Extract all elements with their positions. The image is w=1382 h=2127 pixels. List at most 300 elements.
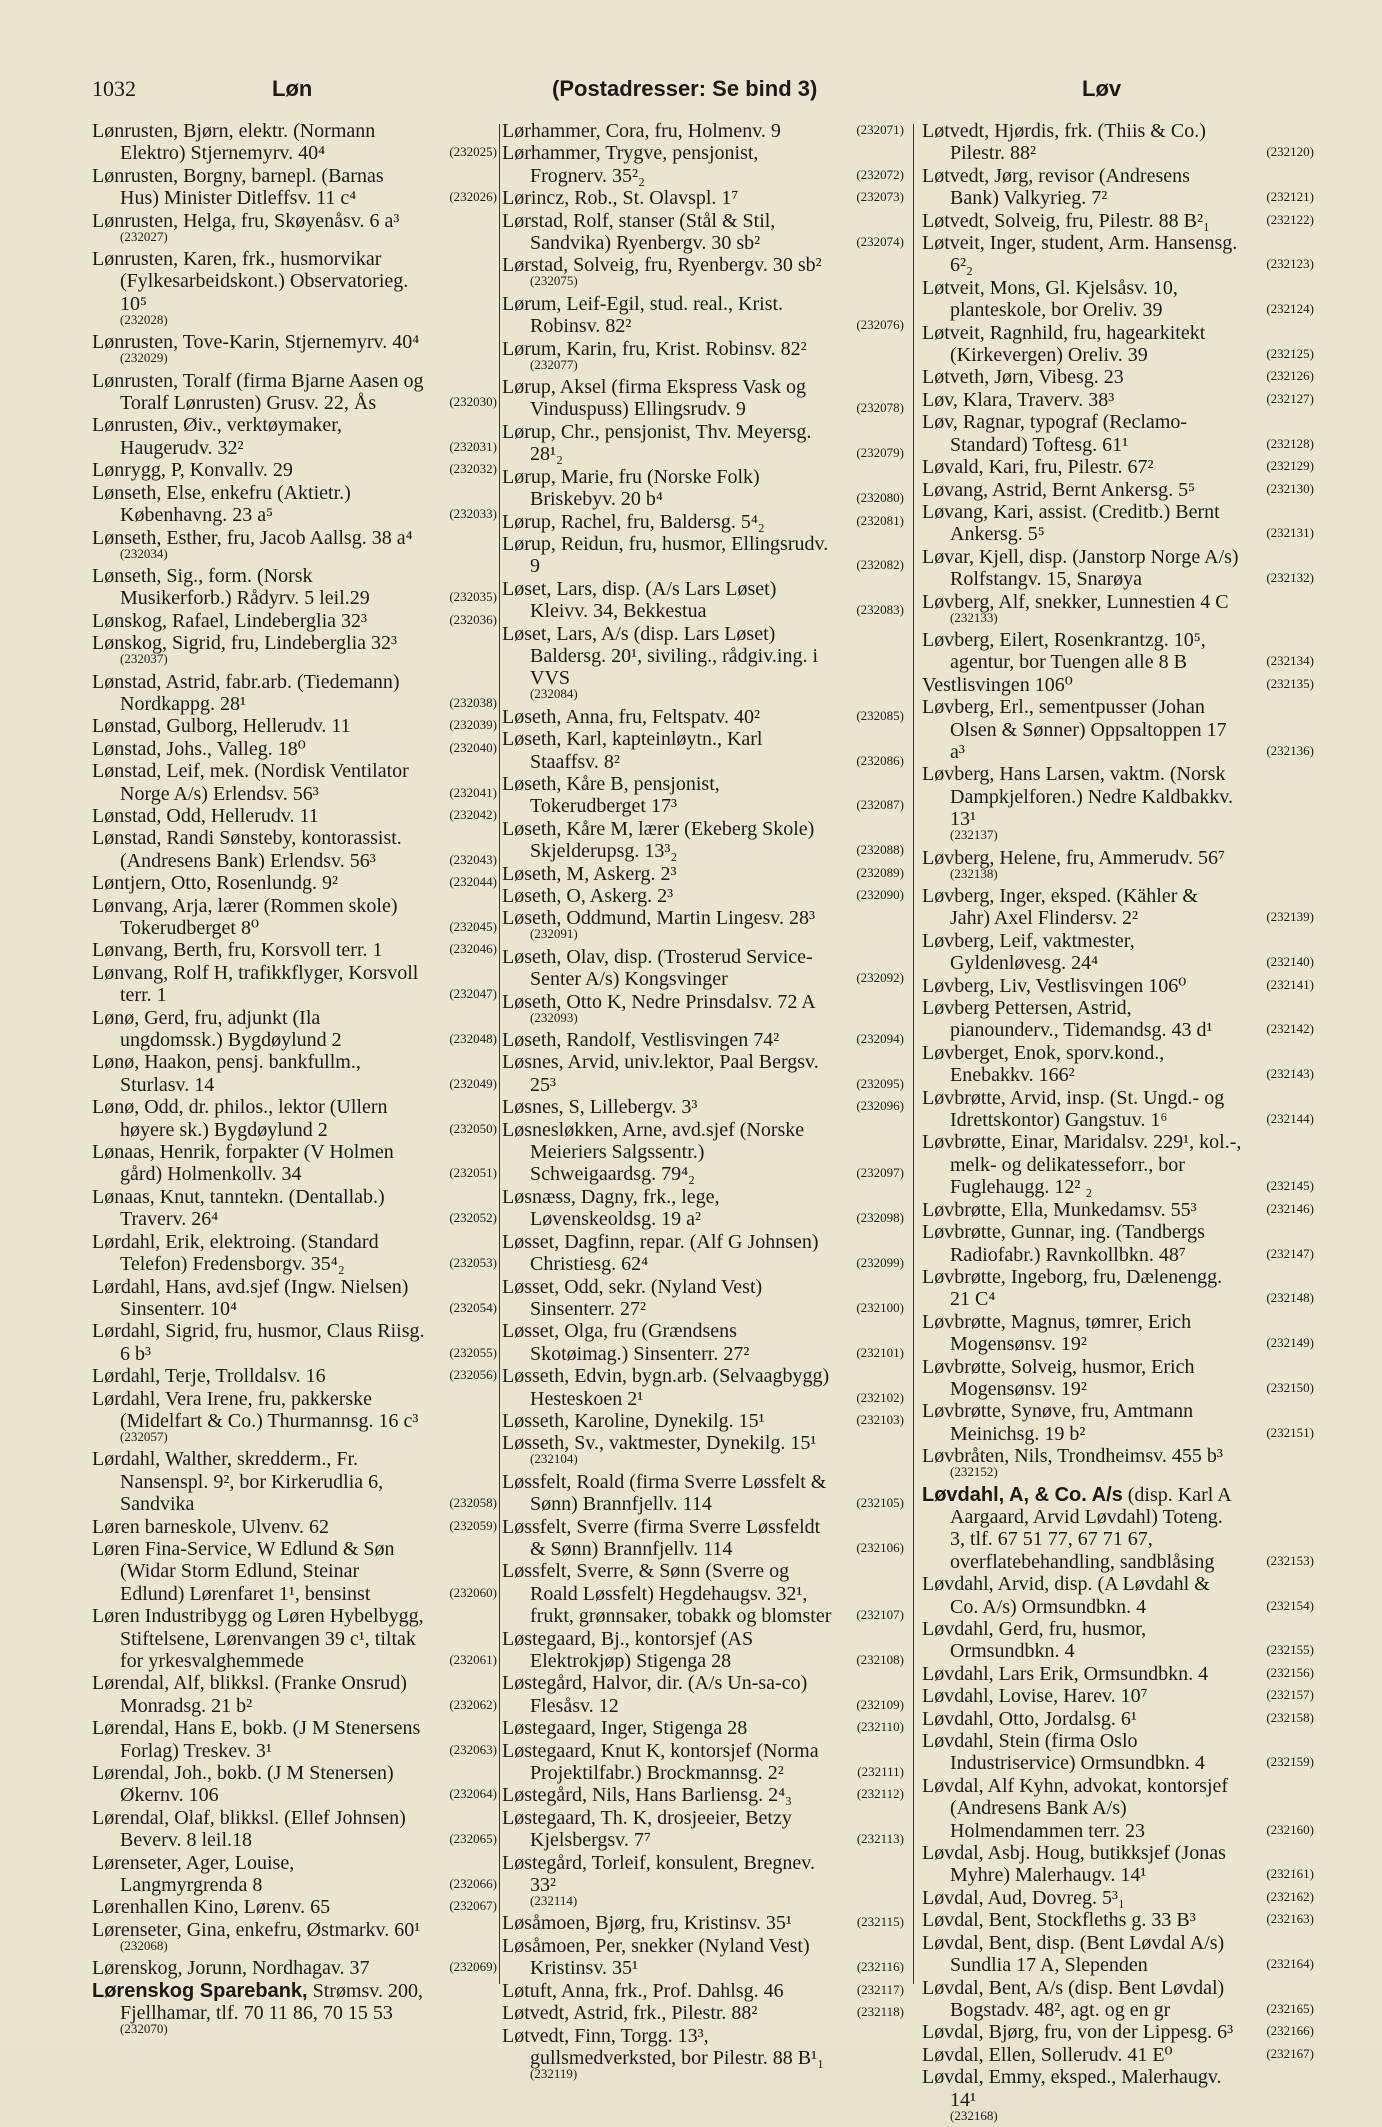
entry-text: Løvberg, Helene, fru, Ammerudv. 56⁷ (922, 846, 1226, 869)
entry-text: Løvbrøtte, Synøve, fru, Amtmann Meinichsg. 19 b² (922, 1400, 1194, 1445)
entry-number: (232131) (1266, 525, 1314, 541)
entry-text: Lørum, Leif-Egil, stud. real., Krist. Robinsv. 82² (502, 292, 784, 338)
entry-number: (232054) (449, 1299, 497, 1315)
entry-number: (232077) (530, 356, 578, 372)
directory-entry (502, 2002, 904, 2024)
entry-number: (232102) (856, 1389, 904, 1405)
entry-number: (232127) (1266, 390, 1314, 406)
entry-number: (232117) (856, 1981, 904, 1997)
entry-number: (232042) (449, 806, 497, 822)
entry-number: (232090) (856, 887, 904, 902)
entry-number: (232156) (1266, 1664, 1314, 1680)
entry-text: Lørendal, Hans E, bokb. (J M Stenersens Forlag) Treskev. 3¹ (92, 1717, 421, 1762)
directory-entry (922, 847, 1314, 885)
entry-number: (232141) (1266, 976, 1314, 992)
entry-text: Løvald, Kari, fru, Pilestr. 67² (922, 456, 1154, 479)
directory-entry (922, 1266, 1314, 1311)
directory-entry (922, 1087, 1314, 1132)
entry-number: (232052) (449, 1210, 497, 1226)
entry-text: Løsåmoen, Bjørg, fru, Kristinsv. 35¹ (502, 1912, 792, 1935)
directory-entry (502, 533, 904, 578)
entry-number: (232132) (1266, 570, 1314, 586)
entry-text: Løvbrøtte, Einar, Maridalsv. 229¹, kol.-, melk- og delikatesseforr., bor Fuglehaugg. 12² ₂ (922, 1131, 1242, 1199)
entry-number: (232125) (1266, 346, 1314, 362)
directory-entry (502, 1029, 904, 1051)
entry-number: (232142) (1266, 1021, 1314, 1037)
directory-entry (502, 1365, 904, 1410)
header-right-keyword: Løv (1082, 76, 1122, 101)
entry-text: Lørup, Reidun, fru, husmor, Ellingsrudv. 9 (502, 532, 829, 578)
directory-entry (92, 738, 497, 760)
entry-text: Lønskog, Rafael, Lindeberglia 32³ (92, 609, 367, 632)
directory-entry (92, 1051, 497, 1096)
entry-number: (232128) (1266, 435, 1314, 451)
entry-number: (232163) (1266, 1911, 1314, 1927)
entry-text: Lørup, Rachel, fru, Baldersg. 5⁴₂ (502, 510, 765, 533)
directory-entry (92, 1231, 497, 1276)
entry-text: Løtveit, Mons, Gl. Kjelsåsv. 10, planteskole, bor Oreliv. 39 (922, 276, 1178, 322)
entry-text: Løsnes, Arvid, univ.lektor, Paal Bergsv. 25³ (502, 1051, 819, 1096)
directory-entry (502, 2025, 904, 2086)
entry-text: Løseth, Olav, disp. (Trosterud Service-Senter A/s) Kongsvinger (502, 945, 813, 991)
entry-number: (232053) (449, 1255, 497, 1271)
directory-entry (92, 527, 497, 565)
entry-number: (232158) (1266, 1709, 1314, 1725)
entry-number: (232146) (1266, 1200, 1314, 1216)
directory-entry (502, 421, 904, 466)
entry-text: Lørstad, Solveig, fru, Ryenbergv. 30 sb² (502, 254, 822, 277)
directory-entry (92, 482, 497, 527)
entry-number: (232076) (856, 317, 904, 333)
directory-entry (502, 1935, 904, 1980)
directory-entry (92, 414, 497, 459)
directory-entry (502, 863, 904, 885)
entry-number: (232044) (449, 874, 497, 890)
entry-text: Løstegaard, Inger, Stigenga 28 (502, 1717, 748, 1740)
directory-entry (502, 1186, 904, 1231)
entry-number: (232091) (530, 926, 578, 942)
entry-text: Løseth, Oddmund, Martin Lingesv. 28³ (502, 907, 815, 930)
directory-entry (922, 1775, 1314, 1842)
directory-entry (502, 1852, 904, 1913)
entry-number: (232115) (856, 1914, 904, 1930)
directory-entry (502, 1432, 904, 1470)
entry-text: Lønvang, Rolf H, trafikkflyger, Korsvoll terr. 1 (92, 961, 419, 1007)
entry-text: Lønvang, Arja, lærer (Rommen skole) Tokerudberget 8⁰ (92, 894, 398, 939)
entry-text: Lønrusten, Borgny, barnepl. (Barnas Hus) Minister Ditleffsv. 11 c⁴ (92, 164, 384, 210)
entry-text: Lønrusten, Karen, frk., husmorvikar (Fylkesarbeidskont.) Observatorieg. 10⁵ (92, 248, 409, 315)
entry-text: Løvberg, Leif, vaktmester, Gyldenløvesg. 24⁴ (922, 929, 1135, 975)
directory-entry (922, 1311, 1314, 1356)
directory-column-2 (502, 120, 904, 2081)
entry-number: (232145) (1266, 1178, 1314, 1194)
entry-text: Løvang, Kari, assist. (Creditb.) Bernt Ankersg. 5⁵ (922, 500, 1220, 546)
directory-entry (92, 565, 497, 610)
entry-text: Løvberg Pettersen, Astrid, pianounderv., Tidemandsg. 43 d¹ (922, 997, 1213, 1042)
directory-entry (92, 1672, 497, 1717)
directory-entry (922, 1199, 1314, 1221)
directory-entry (502, 578, 904, 623)
entry-text: Løvbrøtte, Ella, Munkedamsv. 55³ (922, 1198, 1197, 1221)
directory-entry (92, 370, 497, 415)
entry-text: Lørdahl, Walther, skredderm., Fr. Nansenspl. 9², bor Kirkerudlia 6, Sandvika (92, 1448, 384, 1516)
entry-text: Løseth, Randolf, Vestlisvingen 74² (502, 1029, 780, 1052)
entry-number: (232065) (449, 1831, 497, 1847)
directory-entry (92, 671, 497, 716)
directory-entry (922, 930, 1314, 975)
entry-text: Lønstad, Randi Sønsteby, kontorassist. (Andresens Bank) Erlendsv. 56³ (92, 827, 402, 872)
entry-text: Løvdahl, Stein (firma Oslo Industriservice) Ormsundbkn. 4 (922, 1730, 1205, 1775)
directory-entry (502, 338, 904, 376)
entry-text: Løvberg, Erl., sementpusser (Johan Olsen & Sønner) Oppsaltoppen 17 a³ (922, 696, 1227, 763)
entry-number: (232037) (120, 651, 168, 667)
directory-entry (92, 1516, 497, 1538)
entry-text: Løren Industribygg og Løren Hybelbygg, Stiftelsene, Lørenvangen 39 c¹, tiltak for yrkesvalghemmede (92, 1605, 424, 1672)
directory-entry (502, 991, 904, 1029)
directory-entry (502, 885, 904, 907)
entry-text: Lønrusten, Øiv., verktøymaker, Haugerudv. 32² (92, 414, 343, 459)
directory-entry (92, 210, 497, 248)
entry-text: Løvdal, Alf Kyhn, advokat, kontorsjef (Andresens Bank A/s) Holmendammen terr. 23 (922, 1774, 1229, 1842)
entry-number: (232094) (856, 1031, 904, 1047)
entry-number: (232040) (449, 739, 497, 755)
entry-number: (232071) (856, 122, 904, 137)
directory-column-3 (922, 120, 1314, 2123)
entry-business-name: Løvdahl, A, & Co. A/s (922, 1483, 1123, 1506)
entry-text: Løsset, Odd, sekr. (Nyland Vest) Sinsenterr. 27² (502, 1275, 763, 1320)
entry-text: Lørdahl, Hans, avd.sjef (Ingw. Nielsen) Sinsenterr. 10⁴ (92, 1275, 409, 1320)
entry-text: Løvberg, Hans Larsen, vaktm. (Norsk Dampkjelforen.) Nedre Kaldbakkv. 13¹ (922, 763, 1234, 831)
directory-entry (922, 696, 1314, 763)
entry-number: (232031) (449, 438, 497, 454)
directory-entry (502, 511, 904, 533)
entry-number: (232034) (120, 545, 168, 561)
directory-entry (922, 1842, 1314, 1887)
entry-number: (232129) (1266, 458, 1314, 474)
entry-number: (232029) (120, 350, 168, 366)
entry-text: Løstegård, Nils, Hans Barliensg. 2⁴₃ (502, 1784, 793, 1807)
entry-text: Løtvedt, Finn, Torgg. 13³, gullsmedverksted, bor Pilestr. 88 B¹₁ (502, 2024, 825, 2069)
entry-number: (232026) (449, 189, 497, 205)
directory-entry (92, 872, 497, 894)
directory-entry (922, 1932, 1314, 1977)
directory-entry (922, 591, 1314, 629)
directory-entry (92, 1007, 497, 1052)
column-divider (499, 124, 500, 1984)
entry-text: Løvberg, Eilert, Rosenkrantzg. 10⁵, agentur, bor Tuengen alle 8 B (922, 628, 1206, 674)
directory-entry (502, 376, 904, 421)
entry-number: (232048) (449, 1031, 497, 1047)
entry-number: (232095) (856, 1075, 904, 1091)
directory-entry (92, 760, 497, 805)
entry-number: (232143) (1266, 1066, 1314, 1082)
entry-text: Løtvedt, Astrid, frk., Pilestr. 88² (502, 2002, 758, 2025)
directory-entry (922, 1730, 1314, 1775)
directory-column-1 (92, 120, 497, 2037)
directory-entry (502, 254, 904, 292)
entry-number: (232082) (856, 557, 904, 573)
entry-text: Løtuft, Anna, frk., Prof. Dahlsg. 46 (502, 1979, 784, 2002)
directory-entry (502, 1560, 904, 1627)
entry-number: (232039) (449, 717, 497, 733)
entry-number: (232083) (856, 602, 904, 618)
directory-entry (922, 1977, 1314, 2022)
entry-number: (232027) (120, 228, 168, 244)
entry-number: (232122) (1266, 211, 1314, 227)
entry-text: Løtvedt, Hjørdis, frk. (Thiis & Co.) Pilestr. 88² (922, 120, 1206, 165)
entry-number: (232055) (449, 1344, 497, 1360)
directory-entry (922, 1042, 1314, 1087)
entry-number: (232028) (120, 311, 168, 327)
entry-number: (232160) (1266, 1821, 1314, 1837)
entry-text: Lørdahl, Sigrid, fru, husmor, Claus Riisg. 6 b³ (92, 1320, 425, 1365)
entry-number: (232108) (856, 1652, 904, 1667)
entry-text: Lørum, Karin, fru, Krist. Robinsv. 82² (502, 337, 807, 360)
entry-text: Løren Fina-Service, W Edlund & Søn (Widar Storm Edlund, Steinar Edlund) Lørenfaret 1¹, bensinst (92, 1537, 395, 1605)
directory-entry (92, 1448, 497, 1515)
directory-entry (922, 1445, 1314, 1483)
directory-entry (502, 1119, 904, 1186)
entry-number: (232088) (856, 842, 904, 858)
entry-text: Lørenseter, Ager, Louise, Langmyrgrenda 8 (92, 1851, 295, 1897)
directory-entry (922, 389, 1314, 411)
directory-entry (502, 1231, 904, 1276)
entry-text: Løvbråten, Nils, Trondheimsv. 455 b³ (922, 1445, 1223, 1468)
directory-entry (502, 1784, 904, 1806)
entry-number: (232123) (1266, 256, 1314, 272)
directory-entry (922, 2044, 1314, 2066)
directory-entry (502, 1320, 904, 1365)
entry-number: (232051) (449, 1165, 497, 1181)
entry-text: Lønaas, Henrik, forpakter (V Holmen gård) Holmenkollv. 34 (92, 1141, 394, 1186)
entry-text: Løvdal, Asbj. Houg, butikksjef (Jonas Myhre) Malerhaugv. 14¹ (922, 1842, 1226, 1887)
directory-entry (502, 210, 904, 255)
directory-entry (922, 366, 1314, 388)
directory-entry (922, 674, 1314, 696)
entry-number: (232045) (449, 919, 497, 934)
directory-entry (92, 331, 497, 369)
entry-text: Lønø, Odd, dr. philos., lektor (Ullern høyere sk.) Bygdøylund 2 (92, 1096, 388, 1141)
entry-text: Løsseth, Edvin, bygn.arb. (Selvaagbygg) Hesteskoen 2¹ (502, 1365, 830, 1410)
entry-number: (232025) (449, 144, 497, 160)
entry-number: (232097) (856, 1165, 904, 1181)
entry-number: (232103) (856, 1411, 904, 1427)
entry-number: (232060) (449, 1584, 497, 1600)
directory-entry (922, 1887, 1314, 1909)
entry-text: Lønskog, Sigrid, fru, Lindeberglia 32³ (92, 632, 398, 655)
entry-text: Løseth, Otto K, Nedre Prinsdalsv. 72 A (502, 990, 816, 1013)
entry-number: (232157) (1266, 1687, 1314, 1703)
entry-number: (232110) (856, 1719, 904, 1735)
entry-number: (232119) (530, 2065, 578, 2081)
entry-text: Lørendal, Alf, blikksl. (Franke Onsrud) Monradsg. 21 b² (92, 1672, 407, 1717)
directory-entry (92, 1957, 497, 1979)
entry-text: Lørdahl, Terje, Trolldalsv. 16 (92, 1365, 326, 1388)
entry-text: Løvdahl, Lovise, Harev. 10⁷ (922, 1685, 1148, 1708)
entry-text: Løvbrøtte, Solveig, husmor, Erich Mogensønsv. 19² (922, 1355, 1195, 1400)
directory-entry (502, 623, 904, 706)
directory-entry (922, 411, 1314, 456)
directory-entry (92, 1980, 497, 2041)
directory-entry (92, 1852, 497, 1897)
entry-number: (232159) (1266, 1754, 1314, 1770)
directory-entry (922, 1356, 1314, 1401)
column-divider (913, 124, 914, 1984)
directory-entry (502, 1051, 904, 1096)
entry-number: (232057) (120, 1428, 168, 1444)
entry-text: Løtveth, Jørn, Vibesg. 23 (922, 366, 1124, 389)
entry-number: (232043) (449, 851, 497, 867)
entry-text: Løseth, M, Askerg. 2³ (502, 862, 677, 885)
entry-number: (232104) (530, 1451, 578, 1467)
entry-number: (232166) (1266, 2023, 1314, 2039)
entry-text: Løvdal, Bjørg, fru, von der Lippesg. 6³ (922, 2021, 1234, 2044)
directory-entry (502, 946, 904, 991)
entry-text: Løssfelt, Sverre (firma Sverre Løssfeldt & Sønn) Brannfjellv. 114 (502, 1515, 821, 1560)
entry-text: Lørhammer, Cora, fru, Holmenv. 9 (502, 120, 781, 142)
entry-number: (232079) (856, 445, 904, 461)
entry-number: (232114) (530, 1893, 578, 1909)
entry-text: (disp. Karl A Aargaard, Arvid Løvdahl) Toteng. 3, tlf. 67 51 77, 67 71 67, overflatebehandling, sandblåsing (950, 1483, 1231, 1573)
directory-entry (502, 1912, 904, 1934)
entry-text: Løsset, Dagfinn, repar. (Alf G Johnsen) Christiesg. 62⁴ (502, 1230, 819, 1276)
entry-text: Løvbrøtte, Magnus, tømrer, Erich Mogensønsv. 19² (922, 1310, 1192, 1356)
entry-number: (232078) (856, 400, 904, 416)
entry-text: Løsnes, S, Lillebergv. 3³ (502, 1096, 698, 1119)
entry-text: Løvbrøtte, Gunnar, ing. (Tandbergs Radiofabr.) Ravnkollbkn. 48⁷ (922, 1221, 1205, 1266)
entry-number: (232069) (449, 1959, 497, 1975)
entry-text: Løstegård, Torleif, konsulent, Bregnev. 33² (502, 1851, 815, 1897)
entry-text: Strømsv. 200, Fjellhamar, tlf. 70 11 86, 70 15 53 (120, 1979, 424, 2025)
directory-entry (502, 466, 904, 511)
entry-text: Løvberg, Alf, snekker, Lunnestien 4 C (922, 590, 1229, 613)
entry-text: Løntjern, Otto, Rosenlundg. 9² (92, 872, 338, 895)
entry-number: (232038) (449, 694, 497, 710)
entry-text: Løsseth, Karoline, Dynekilg. 15¹ (502, 1409, 765, 1432)
entry-text: Lønrusten, Bjørn, elektr. (Normann Elektro) Stjernemyrv. 40⁴ (92, 120, 376, 165)
entry-text: Løstegaard, Bj., kontorsjef (AS Elektrokjøp) Stigenga 28 (502, 1627, 754, 1672)
entry-number: (232140) (1266, 954, 1314, 970)
directory-entry (92, 1365, 497, 1387)
entry-number: (232066) (449, 1876, 497, 1892)
entry-number: (232099) (856, 1255, 904, 1271)
entry-text: Løvdal, Bent, disp. (Bent Løvdal A/s) Sundlia 17 A, Slependen (922, 1931, 1225, 1977)
entry-number: (232072) (856, 166, 904, 182)
page-header (92, 76, 1162, 108)
entry-number: (232098) (856, 1210, 904, 1226)
entry-number: (232168) (950, 2107, 998, 2123)
directory-entry (922, 165, 1314, 210)
entry-number: (232089) (856, 864, 904, 880)
entry-number: (232084) (530, 686, 578, 702)
entry-number: (232124) (1266, 301, 1314, 317)
entry-number: (232087) (856, 797, 904, 813)
entry-text: Lønrusten, Helga, fru, Skøyenåsv. 6 a³ (92, 209, 400, 232)
directory-entry (92, 1320, 497, 1365)
directory-entry (922, 2066, 1314, 2127)
directory-entry (92, 610, 497, 632)
entry-text: Lørenskog, Jorunn, Nordhagav. 37 (92, 1957, 370, 1980)
entry-number: (232135) (1266, 675, 1314, 691)
directory-entry (92, 1896, 497, 1918)
entry-text: Løvdal, Bent, A/s (disp. Bent Løvdal) Bogstadv. 48², agt. og en gr (922, 1976, 1225, 2021)
entry-number: (232151) (1266, 1424, 1314, 1440)
entry-text: Løseth, Kåre B, pensjonist, Tokerudberget 17³ (502, 772, 720, 818)
entry-text: Løv, Ragnar, typograf (Reclamo-Standard) Toftesg. 61¹ (922, 411, 1188, 456)
entry-text: Løvbrøtte, Arvid, insp. (St. Ungd.- og Idrettskontor) Gangstuv. 1⁶ (922, 1086, 1225, 1132)
entry-number: (232107) (856, 1607, 904, 1623)
entry-number: (232064) (449, 1786, 497, 1802)
directory-entry (92, 1096, 497, 1141)
directory-entry (922, 1131, 1314, 1198)
entry-number: (232139) (1266, 909, 1314, 925)
directory-entry (502, 293, 904, 338)
entry-text: Løvang, Astrid, Bernt Ankersg. 5⁵ (922, 478, 1196, 501)
entry-text: Lørenhallen Kino, Lørenv. 65 (92, 1896, 331, 1919)
entry-number: (232167) (1266, 2045, 1314, 2061)
directory-entry (922, 885, 1314, 930)
entry-number: (232101) (856, 1344, 904, 1360)
entry-number: (232049) (449, 1075, 497, 1091)
entry-number: (232137) (950, 827, 998, 843)
entry-text: Løssfelt, Roald (firma Sverre Løssfelt & Sønn) Brannfjellv. 114 (502, 1470, 827, 1516)
directory-entry (922, 479, 1314, 501)
directory-entry (92, 632, 497, 670)
entry-text: Lønstad, Gulborg, Hellerudv. 11 (92, 715, 351, 738)
entry-number: (232138) (950, 865, 998, 881)
directory-entry (92, 939, 497, 961)
entry-number: (232148) (1266, 1290, 1314, 1306)
page-number: 1032 (92, 76, 136, 101)
directory-entry (922, 456, 1314, 478)
directory-entry (922, 997, 1314, 1042)
entry-text: Løseth, Anna, fru, Feltspatv. 40² (502, 705, 760, 728)
entry-number: (232059) (449, 1517, 497, 1533)
entry-number: (232149) (1266, 1335, 1314, 1351)
directory-entry (92, 248, 497, 331)
entry-number: (232041) (449, 784, 497, 800)
entry-number: (232106) (856, 1539, 904, 1555)
entry-text: Løtvedt, Solveig, fru, Pilestr. 88 B²₁ (922, 209, 1210, 232)
entry-number: (232100) (856, 1299, 904, 1315)
entry-text: Lønstad, Johs., Valleg. 18⁰ (92, 737, 306, 760)
entry-number: (232035) (449, 589, 497, 605)
entry-number: (232111) (857, 1764, 904, 1780)
entry-text: Lørhammer, Trygve, pensjonist, Frognerv. 35²₂ (502, 142, 759, 187)
entry-text: Løsset, Olga, fru (Grændsens Skotøimag.) Sinsenterr. 27² (502, 1320, 750, 1365)
entry-text: Løtveit, Inger, student, Arm. Hansensg. 6²₂ (922, 232, 1238, 277)
entry-number: (232133) (950, 609, 998, 625)
entry-text: Løvar, Kjell, disp. (Janstorp Norge A/s) Rolfstangv. 15, Snarøya (922, 545, 1239, 591)
entry-number: (232086) (856, 752, 904, 768)
directory-entry (922, 322, 1314, 367)
entry-number: (232120) (1266, 144, 1314, 160)
entry-number: (232126) (1266, 368, 1314, 384)
entry-number: (232136) (1266, 742, 1314, 758)
entry-text: Løseth, Kåre M, lærer (Ekeberg Skole) Skjelderupsg. 13³₂ (502, 817, 815, 863)
directory-entry (922, 1573, 1314, 1618)
directory-entry (922, 2021, 1314, 2043)
directory-entry (502, 1740, 904, 1785)
entry-text: Løvdal, Ellen, Sollerudv. 41 E⁰ (922, 2043, 1173, 2066)
entry-text: Løvbrøtte, Ingeborg, fru, Dælenengg. 21 C⁴ (922, 1265, 1223, 1311)
entry-text: Lønstad, Leif, mek. (Nordisk Ventilator Norge A/s) Erlendsv. 56³ (92, 760, 409, 805)
directory-entry (502, 1980, 904, 2002)
directory-entry (92, 827, 497, 872)
entry-text: Lørdahl, Vera Irene, fru, pakkerske (Midelfart & Co.) Thurmannsg. 16 c³ (92, 1387, 419, 1432)
entry-text: Løvdal, Bent, Stockfleths g. 33 B³ (922, 1909, 1196, 1932)
entry-text: Løvdahl, Arvid, disp. (A Løvdahl & Co. A/s) Ormsundbkn. 4 (922, 1573, 1210, 1618)
